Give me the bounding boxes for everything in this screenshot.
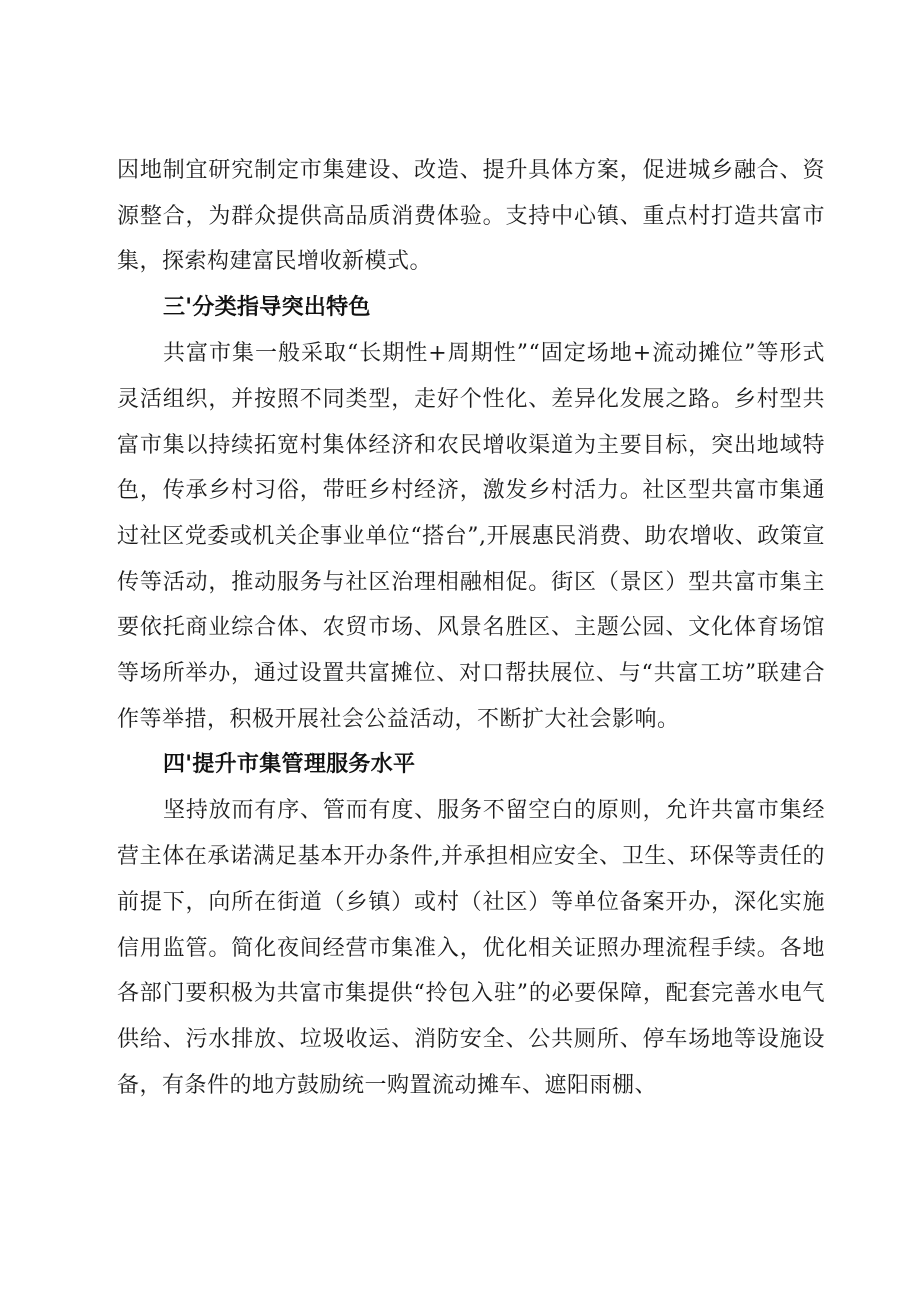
- paragraph-1: 因地制宜研究制定市集建设、改造、提升具体方案，促进城乡融合、资源整合，为群众提供高品质消费体验。支持中心镇、重点村打造共富市集，探索构建富民增收新模式。: [117, 158, 825, 275]
- section-heading-4: 四'提升市集管理服务水平: [163, 752, 416, 778]
- paragraph-3: 坚持放而有序、管而有度、服务不留空白的原则，允许共富市集经营主体在承诺满足基本开办条件,并承担相应安全、卫生、环保等责任的前提下，向所在街道（乡镇）或村（社区）等单位备案开办，深化实施信用监管。简化夜间经营市集准入，优化相关证照办理流程手续。各地各部门要积极为共富市集提供“拎包入驻”的必要保障，配套完善水电气供给、污水排放、垃圾收运、消防安全、公共厕所、停车场地等设施设备，有条件的地方鼓励统一购置流动摊车、遮阳雨棚、: [117, 798, 825, 1098]
- document-body: [117, 148, 825, 1108]
- section-heading-3: 三'分类指导突出特色: [163, 295, 371, 321]
- paragraph-2: 共富市集一般采取“长期性+周期性”“固定场地+流动摊位”等形式灵活组织，并按照不同类型，走好个性化、差异化发展之路。乡村型共富市集以持续拓宽村集体经济和农民增收渠道为主要目标，突出地域特色，传承乡村习俗，带旺乡村经济，激发乡村活力。社区型共富市集通过社区党委或机关企事业单位“搭台”,开展惠民消费、助农增收、政策宣传等活动，推动服务与社区治理相融相促。街区（景区）型共富市集主要依托商业综合体、农贸市场、风景名胜区、主题公园、文化体育场馆等场所举办，通过设置共富摊位、对口帮扶展位、与“共富工坊”联建合作等举措，积极开展社会公益活动，不断扩大社会影响。: [117, 341, 825, 732]
